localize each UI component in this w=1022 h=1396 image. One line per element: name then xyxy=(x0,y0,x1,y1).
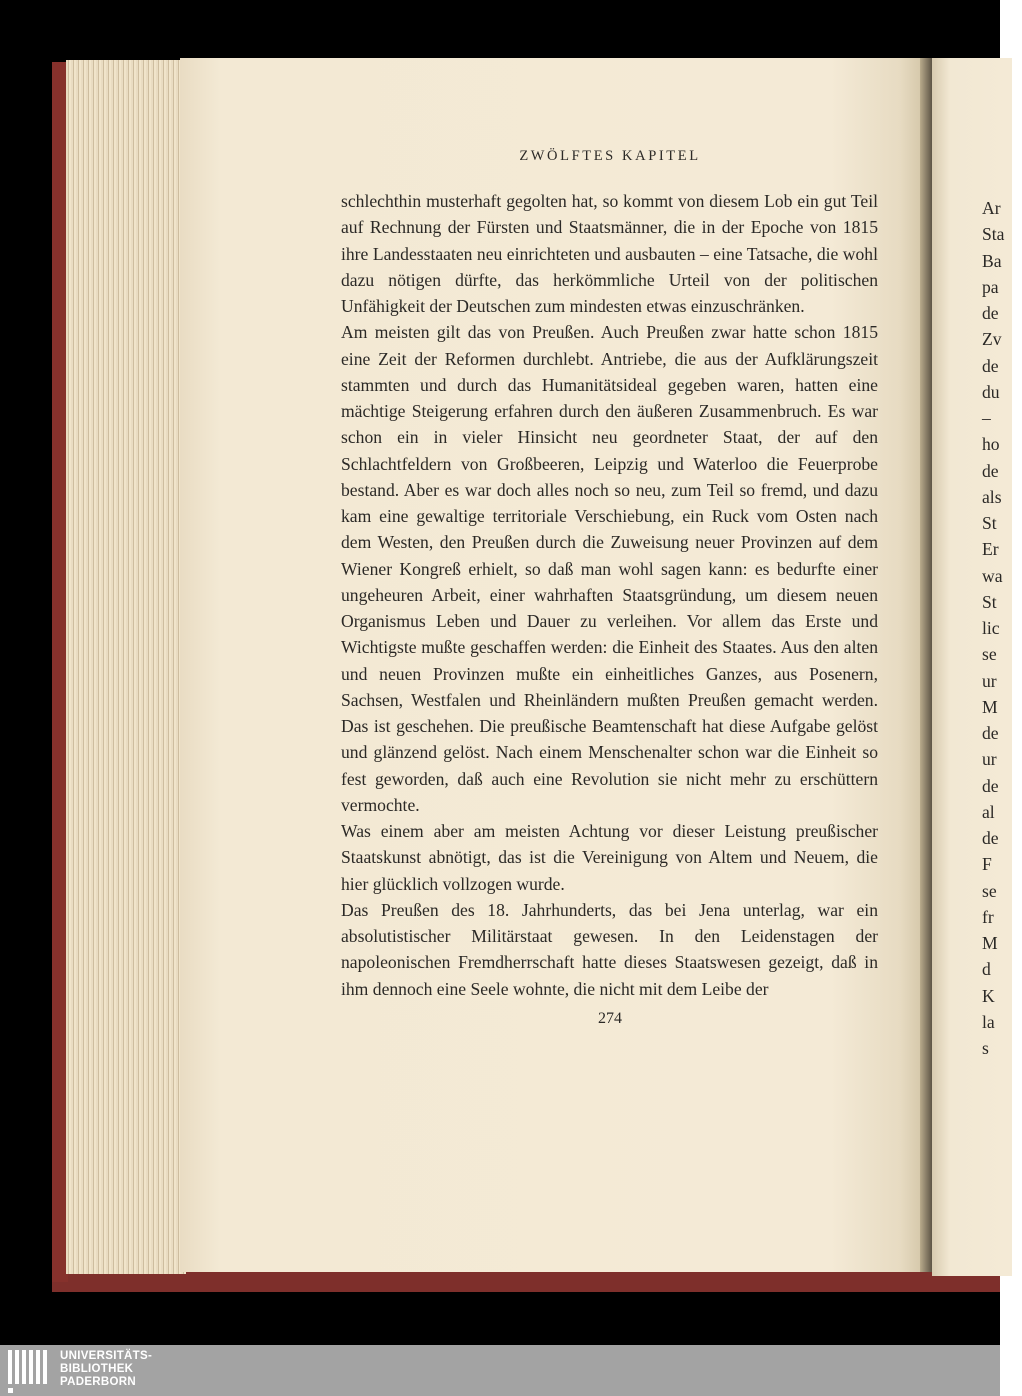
logo-line: PADERBORN xyxy=(60,1376,136,1388)
facing-page-line: de xyxy=(982,303,999,323)
facing-page-line: Ar xyxy=(982,198,1001,218)
facing-page-line: K xyxy=(982,985,995,1006)
logo-line: BIBLIOTHEK xyxy=(60,1363,134,1375)
facing-page-line: St xyxy=(982,591,997,612)
facing-page-line: se xyxy=(982,644,997,665)
facing-page-line: wa xyxy=(982,565,1003,586)
facing-page-line: M xyxy=(982,696,998,717)
paragraph: Das Preußen des 18. Jahrhunderts, das bei Jena unterlag, war ein absolutistischer Militärstaat gewesen. In den Leidenstagen der napoleonischen Fremdherrschaft hatte dieses Staatswesen gezeigt, daß in ihm dennoch eine Seele wohnte, die nicht mit dem Leibe der xyxy=(341,899,878,999)
footer-bar xyxy=(0,1345,1000,1396)
body-text xyxy=(341,188,878,1002)
facing-page-line: al xyxy=(982,801,995,822)
facing-page-line: de xyxy=(982,828,999,848)
facing-page-line: Zv xyxy=(982,329,1002,350)
facing-page-line: d xyxy=(982,959,991,980)
paragraph: schlechthin musterhaft gegolten hat, so kommt von diesem Lob ein gut Teil auf Rechnung der Fürsten und Staatsmänner, die in der Epoche von 1815 ihre Landesstaaten neu einrichteten und ausbauten – eine Tatsache, die wohl dazu nötigen dürfte, das herkömmliche Urteil von der politischen Unfähigkeit der Deutschen zum mindesten etwas einzuschränken. xyxy=(341,191,878,316)
paragraph: Was einem aber am meisten Achtung vor dieser Leistung preußischer Staatskunst abnötigt, das ist die Vereinigung von Altem und Neuem, die hier glücklich vollzogen wurde. xyxy=(341,821,878,894)
facing-page-line: de xyxy=(982,723,999,743)
facing-page-text-fragments xyxy=(982,195,1022,1061)
facing-page-line: ho xyxy=(982,434,1000,455)
facing-page-line: fr xyxy=(982,906,994,927)
facing-page-line: pa xyxy=(982,276,999,297)
facing-page-line: de xyxy=(982,355,999,376)
facing-page-line: Sta xyxy=(982,224,1005,245)
facing-page-line: Er xyxy=(982,539,999,560)
facing-page-line: F xyxy=(982,854,992,875)
facing-page-line: Ba xyxy=(982,250,1002,271)
book-cover-bottom-edge xyxy=(52,1270,1000,1292)
facing-page-line: – xyxy=(982,408,991,428)
facing-page-line: ur xyxy=(982,670,997,691)
library-logo-icon xyxy=(8,1350,50,1394)
facing-page-line: se xyxy=(982,880,997,901)
facing-page-line: la xyxy=(982,1011,995,1032)
facing-page-line: ur xyxy=(982,749,997,770)
library-logo-text xyxy=(60,1350,152,1389)
running-head: ZWÖLFTES KAPITEL xyxy=(519,148,701,164)
facing-page-line: du xyxy=(982,381,1000,402)
facing-page-line: St xyxy=(982,513,997,533)
paragraph: Am meisten gilt das von Preußen. Auch Preußen zwar hatte schon 1815 eine Zeit der Reformen durchlebt. Antriebe, die aus der Aufklärungszeit stammten und durch das Humanitätsideal gegeben waren, hatten eine mächtige Steigerung erfahren durch den äußeren Zusammenbruch. Es war schon ein in vieler Hinsicht neu geordneter Staat, der auf den Schlachtfeldern von Großbeeren, Leipzig und Waterloo die Feuerprobe bestand. Aber es war doch alles noch so neu, zum Teil so fremd, und dazu kam eine gewaltige territoriale Verschiebung, ein Ruck vom Osten nach dem Westen, den Preußen durch die Zuweisung neuer Provinzen auf dem Wiener Kongreß erhielt, so daß man wohl sagen kann: es bedurfte einer ungeheuren Arbeit, einer wahrhaften Staatsgründung, um diesem neuen Organismus Leben und Dauer zu verleihen. Vor allem das Erste und Wichtigste mußte geschaffen werden: die Einheit des Staates. Aus den alten und neuen Provinzen mußte ein einheitliches Ganzes, aus Posenern, Sachsen, Westfalen und Rheinländern mußten Preußen gemacht werden. Das ist geschehen. Die preußische Beamtenschaft hat diese Aufgabe gelöst und glänzend gelöst. Nach einem Menschenalter schon war die Einheit so fest geworden, daß auch eine Revolution sie nicht mehr zu erschüttern vermochte. xyxy=(341,322,878,815)
facing-page-line: lic xyxy=(982,618,1000,638)
facing-page-line: de xyxy=(982,460,999,481)
facing-page-line: s xyxy=(982,1038,989,1058)
page-number: 274 xyxy=(598,1010,622,1027)
facing-page-line: M xyxy=(982,933,998,953)
facing-page-line: de xyxy=(982,775,999,796)
page-stack-edges xyxy=(66,60,186,1274)
facing-page-line: als xyxy=(982,486,1002,507)
logo-line: UNIVERSITÄTS- xyxy=(60,1350,153,1362)
